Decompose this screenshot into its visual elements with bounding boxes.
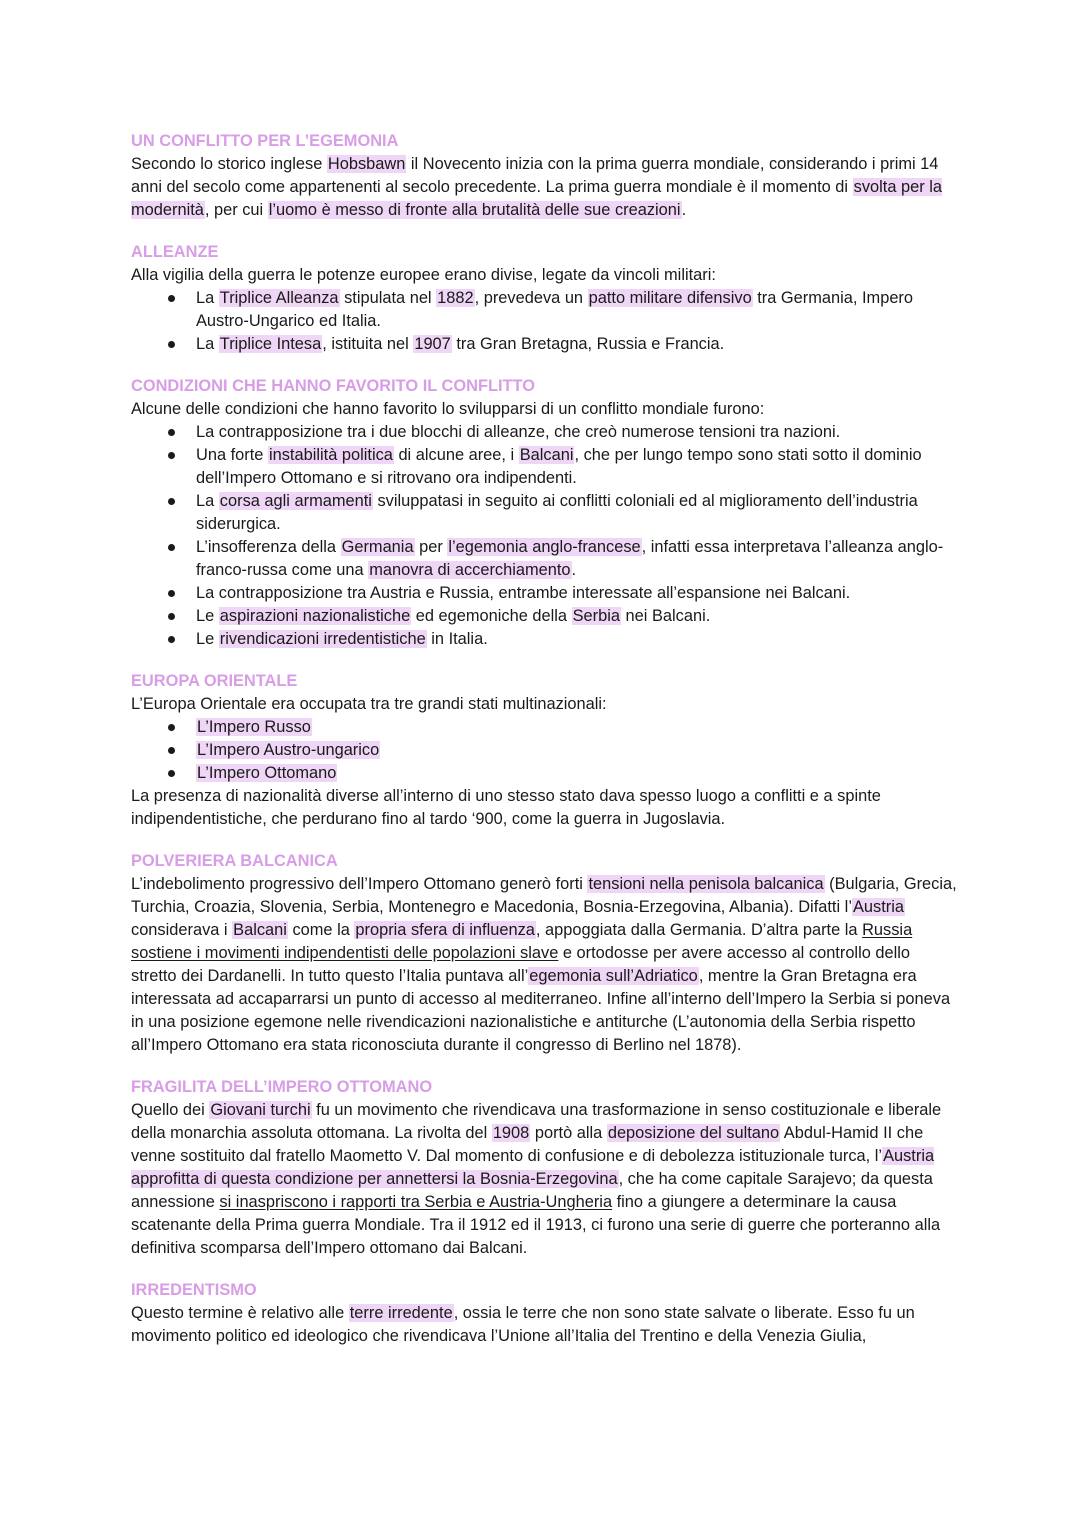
text-run: La — [196, 492, 219, 510]
highlighted-text: terre irredente — [349, 1304, 453, 1322]
text-run: , istituita nel — [322, 335, 414, 353]
highlighted-text: Triplice Intesa — [219, 335, 322, 353]
section — [131, 1076, 960, 1260]
list-item — [196, 536, 960, 582]
highlighted-text: manovra di accerchiamento — [369, 561, 571, 579]
bullet-list — [131, 421, 960, 651]
text-run: L’indebolimento progressivo dell’Impero Ottomano generò forti — [131, 875, 588, 893]
paragraph — [131, 264, 960, 287]
text-run: , mentre la Gran Bretagna era interessata ad accaparrarsi un punto di accesso al mediterraneo. Infine all’interno dell’Impero la Serbia si poneva in una posizione egemone nelle rivendicazioni nazionalistiche e antiturche (L’autonomia della Serbia rispetto all’Impero Ottomano era stata riconosciuta durante il congresso di Berlino nel 1878). — [131, 967, 951, 1054]
highlighted-text: svolta per la modernità — [131, 178, 942, 219]
text-run: , ossia le terre che non sono state salvate o liberate. Esso fu un movimento politico ed ideologico che rivendicava l’Unione all’Italia del Trentino e della Venezia Giulia, — [131, 1304, 915, 1345]
text-run: Una forte — [196, 446, 268, 464]
text-run: Questo termine è relativo alle — [131, 1304, 349, 1322]
text-run: L’Europa Orientale era occupata tra tre grandi stati multinazionali: — [131, 695, 607, 713]
section-heading: UN CONFLITTO PER L’EGEMONIA — [131, 132, 399, 150]
underlined-text: Russia sostiene i movimenti indipendentisti delle popolazioni slave — [131, 921, 913, 962]
text-run: stipulata nel — [339, 289, 437, 307]
highlighted-text: l’egemonia anglo-francese — [448, 538, 641, 556]
text-run: , che ha come capitale Sarajevo; da questa annessione — [131, 1170, 933, 1211]
highlighted-text: Austria — [852, 898, 904, 916]
section — [131, 241, 960, 356]
highlighted-text: corsa agli armamenti — [219, 492, 372, 510]
highlighted-text: 1882 — [437, 289, 474, 307]
section — [131, 670, 960, 831]
list-item — [196, 444, 960, 490]
text-run: , appoggiata dalla Germania. D’altra parte la — [535, 921, 863, 939]
highlighted-text: Austria approfitta di questa condizione per annettersi la Bosnia-Erzegovina — [131, 1147, 935, 1188]
paragraph — [131, 398, 960, 421]
text-run: , per cui — [204, 201, 268, 219]
text-run: , infatti essa interpretava l’alleanza anglo-franco-russa come una — [196, 538, 944, 579]
text-run: La — [196, 335, 219, 353]
section — [131, 130, 960, 222]
list-item — [196, 762, 960, 785]
text-run: ed egemoniche della — [411, 607, 572, 625]
highlighted-text: Giovani turchi — [210, 1101, 311, 1119]
text-run: L’insofferenza della — [196, 538, 341, 556]
section — [131, 850, 960, 1057]
text-run: Quello dei — [131, 1101, 210, 1119]
highlighted-text: 1908 — [492, 1124, 530, 1142]
list-item — [196, 582, 960, 605]
highlighted-text: Hobsbawn — [327, 155, 406, 173]
text-run: , che per lungo tempo sono stati sotto il dominio dell’Impero Ottomano e si ritrovano ora indipendenti. — [196, 446, 922, 487]
highlighted-text: Serbia — [572, 607, 620, 625]
highlighted-text: Germania — [341, 538, 414, 556]
highlighted-text: instabilità politica — [268, 446, 393, 464]
paragraph — [131, 1099, 960, 1260]
text-run: . — [681, 201, 687, 219]
text-run: nei Balcani. — [621, 607, 711, 625]
section-heading: FRAGILITA DELL’IMPERO OTTOMANO — [131, 1078, 433, 1096]
highlighted-text: l’uomo è messo di fronte alla brutalità delle sue creazioni — [268, 201, 681, 219]
highlighted-text: aspirazioni nazionalistiche — [219, 607, 411, 625]
section-heading: EUROPA ORIENTALE — [131, 672, 298, 690]
highlighted-text: deposizione del sultano — [607, 1124, 780, 1142]
paragraph — [131, 873, 960, 1057]
text-run: per — [414, 538, 448, 556]
text-run: La contrapposizione tra i due blocchi di alleanze, che creò numerose tensioni tra nazioni. — [196, 423, 841, 441]
text-run: e ortodosse per avere accesso al controllo dello stretto dei Dardanelli. In tutto questo l’Italia puntava all’ — [131, 944, 911, 985]
highlighted-text: Balcani — [519, 446, 574, 464]
section-heading: ALLEANZE — [131, 243, 219, 261]
text-run: portò alla — [530, 1124, 607, 1142]
section-heading: IRREDENTISMO — [131, 1281, 257, 1299]
bullet-list — [131, 287, 960, 356]
section — [131, 375, 960, 651]
text-run: Abdul-Hamid II che venne sostituito dal fratello Maometto V. Dal momento di confusione e di debolezza istituzionale turca, l’ — [131, 1124, 924, 1165]
list-item — [196, 716, 960, 739]
list-item — [196, 333, 960, 356]
highlighted-text: egemonia sull’Adriatico — [529, 967, 698, 985]
text-run: Le — [196, 630, 219, 648]
list-item — [196, 490, 960, 536]
highlighted-text: patto militare difensivo — [588, 289, 752, 307]
highlighted-text: tensioni nella penisola balcanica — [588, 875, 824, 893]
list-item — [196, 605, 960, 628]
text-run: tra Gran Bretagna, Russia e Francia. — [451, 335, 725, 353]
text-run: . — [571, 561, 577, 579]
bullet-list — [131, 716, 960, 785]
text-run: fino a giungere a determinare la causa scatenante della Prima guerra Mondiale. Tra il 1912 ed il 1913, ci furono una serie di guerre che porteranno alla definitiva scomparsa dell’Impero ottomano dai Balcani. — [131, 1193, 941, 1257]
list-item — [196, 739, 960, 762]
text-run: Alcune delle condizioni che hanno favorito lo svilupparsi di un conflitto mondiale furono: — [131, 400, 765, 418]
highlighted-text: L’Impero Ottomano — [197, 764, 337, 782]
text-run: tra Germania, Impero Austro-Ungarico ed Italia. — [196, 289, 914, 330]
text-run: considerava i — [131, 921, 233, 939]
highlighted-text: 1907 — [414, 335, 451, 353]
text-run: come la — [287, 921, 355, 939]
text-run: (Bulgaria, Grecia, Turchia, Croazia, Slovenia, Serbia, Montenegro e Macedonia, Bosnia-Erzegovina, Albania). Difatti l’ — [131, 875, 957, 916]
text-run: , prevedeva un — [474, 289, 588, 307]
text-run: il Novecento inizia con la prima guerra mondiale, considerando i primi 14 anni del secolo come appartenenti al secolo precedente. La prima guerra mondiale è il momento di — [131, 155, 939, 196]
list-item — [196, 421, 960, 444]
text-run: La contrapposizione tra Austria e Russia, entrambe interessate all’espansione nei Balcani. — [196, 584, 851, 602]
section-heading: POLVERIERA BALCANICA — [131, 852, 338, 870]
text-run: di alcune aree, i — [393, 446, 519, 464]
paragraph — [131, 1302, 960, 1348]
text-run: in Italia. — [426, 630, 488, 648]
text-run: Alla vigilia della guerra le potenze europee erano divise, legate da vincoli militari: — [131, 266, 716, 284]
list-item — [196, 287, 960, 333]
highlighted-text: rivendicazioni irredentistiche — [219, 630, 426, 648]
list-item — [196, 628, 960, 651]
text-run: La — [196, 289, 219, 307]
text-run: La presenza di nazionalità diverse all’interno di uno stesso stato dava spesso luogo a conflitti e a spinte indipendentistiche, che perdurano fino al tardo ‘900, come la guerra in Jugoslavia. — [131, 787, 881, 828]
underlined-text: si inaspriscono i rapporti tra Serbia e Austria-Ungheria — [219, 1193, 613, 1211]
text-run: Le — [196, 607, 219, 625]
section — [131, 1279, 960, 1348]
highlighted-text: Balcani — [233, 921, 287, 939]
paragraph — [131, 153, 960, 222]
paragraph — [131, 785, 960, 831]
highlighted-text: L’Impero Austro-ungarico — [197, 741, 380, 759]
text-run: fu un movimento che rivendicava una trasformazione in senso costituzionale e liberale della monarchia assoluta ottomana. La rivolta del — [131, 1101, 942, 1142]
highlighted-text: propria sfera di influenza — [355, 921, 535, 939]
paragraph — [131, 693, 960, 716]
highlighted-text: L’Impero Russo — [197, 718, 311, 736]
text-run: sviluppatasi in seguito ai conflitti coloniali ed al miglioramento dell’industria siderurgica. — [196, 492, 918, 533]
text-run: Secondo lo storico inglese — [131, 155, 327, 173]
section-heading: CONDIZIONI CHE HANNO FAVORITO IL CONFLITTO — [131, 377, 536, 395]
highlighted-text: Triplice Alleanza — [219, 289, 339, 307]
